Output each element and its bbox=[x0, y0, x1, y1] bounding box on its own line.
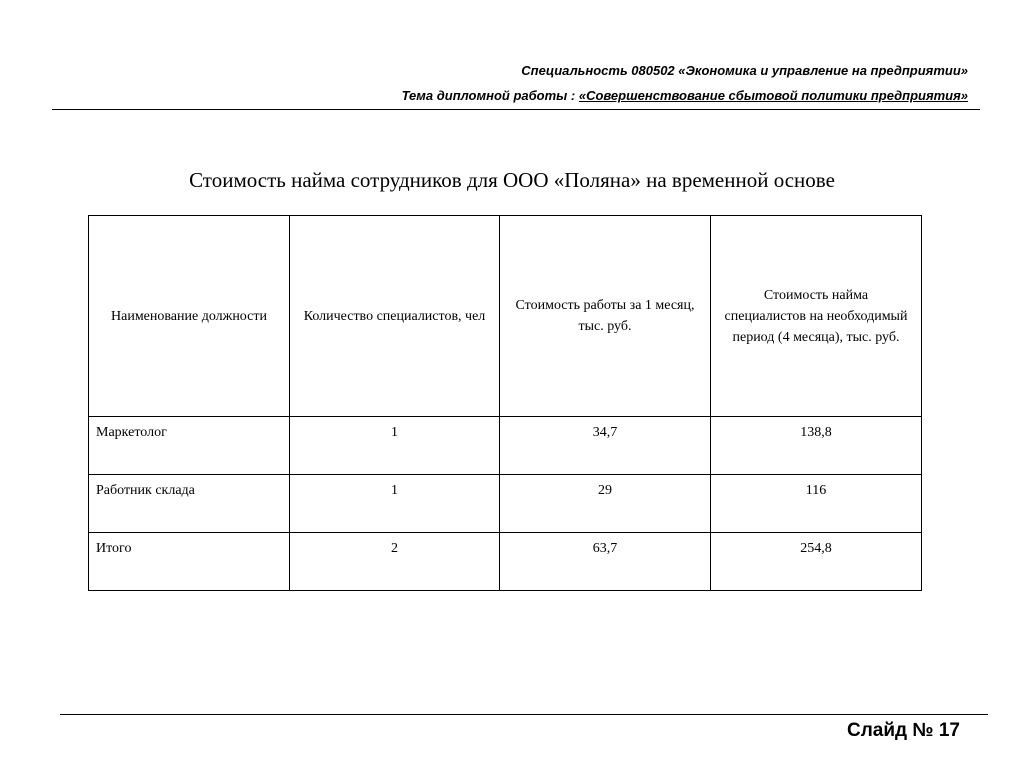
column-header-position: Наименование должности bbox=[89, 216, 290, 417]
hiring-cost-table bbox=[88, 215, 922, 591]
cell-count: 1 bbox=[290, 417, 500, 475]
cell-monthly-cost: 63,7 bbox=[500, 533, 711, 591]
footer-divider bbox=[60, 714, 988, 715]
cell-period-cost: 116 bbox=[711, 475, 922, 533]
column-header-monthly-cost: Стоимость работы за 1 месяц, тыс. руб. bbox=[500, 216, 711, 417]
column-header-count: Количество специалистов, чел bbox=[290, 216, 500, 417]
table-row-total bbox=[89, 533, 922, 591]
slide-title: Стоимость найма сотрудников для ООО «Поляна» на временной основе bbox=[189, 168, 835, 192]
table-row bbox=[89, 417, 922, 475]
cell-count: 1 bbox=[290, 475, 500, 533]
cell-count: 2 bbox=[290, 533, 500, 591]
thesis-topic-header bbox=[402, 88, 968, 103]
cell-position: Маркетолог bbox=[89, 417, 290, 475]
cell-monthly-cost: 29 bbox=[500, 475, 711, 533]
cell-period-cost: 254,8 bbox=[711, 533, 922, 591]
thesis-topic-prefix: Тема дипломной работы : bbox=[401, 88, 579, 103]
header-divider bbox=[52, 109, 980, 110]
cell-position: Работник склада bbox=[89, 475, 290, 533]
cell-position: Итого bbox=[89, 533, 290, 591]
cell-period-cost: 138,8 bbox=[711, 417, 922, 475]
table-row bbox=[89, 475, 922, 533]
table-header-row bbox=[89, 216, 922, 417]
cell-monthly-cost: 34,7 bbox=[500, 417, 711, 475]
thesis-topic-title: «Совершенствование сбытовой политики предприятия» bbox=[578, 88, 968, 103]
slide-number: Слайд № 17 bbox=[847, 720, 960, 741]
column-header-period-cost: Стоимость найма специалистов на необходимый период (4 месяца), тыс. руб. bbox=[711, 216, 922, 417]
specialty-header: Специальность 080502 «Экономика и управление на предприятии» bbox=[521, 63, 968, 78]
